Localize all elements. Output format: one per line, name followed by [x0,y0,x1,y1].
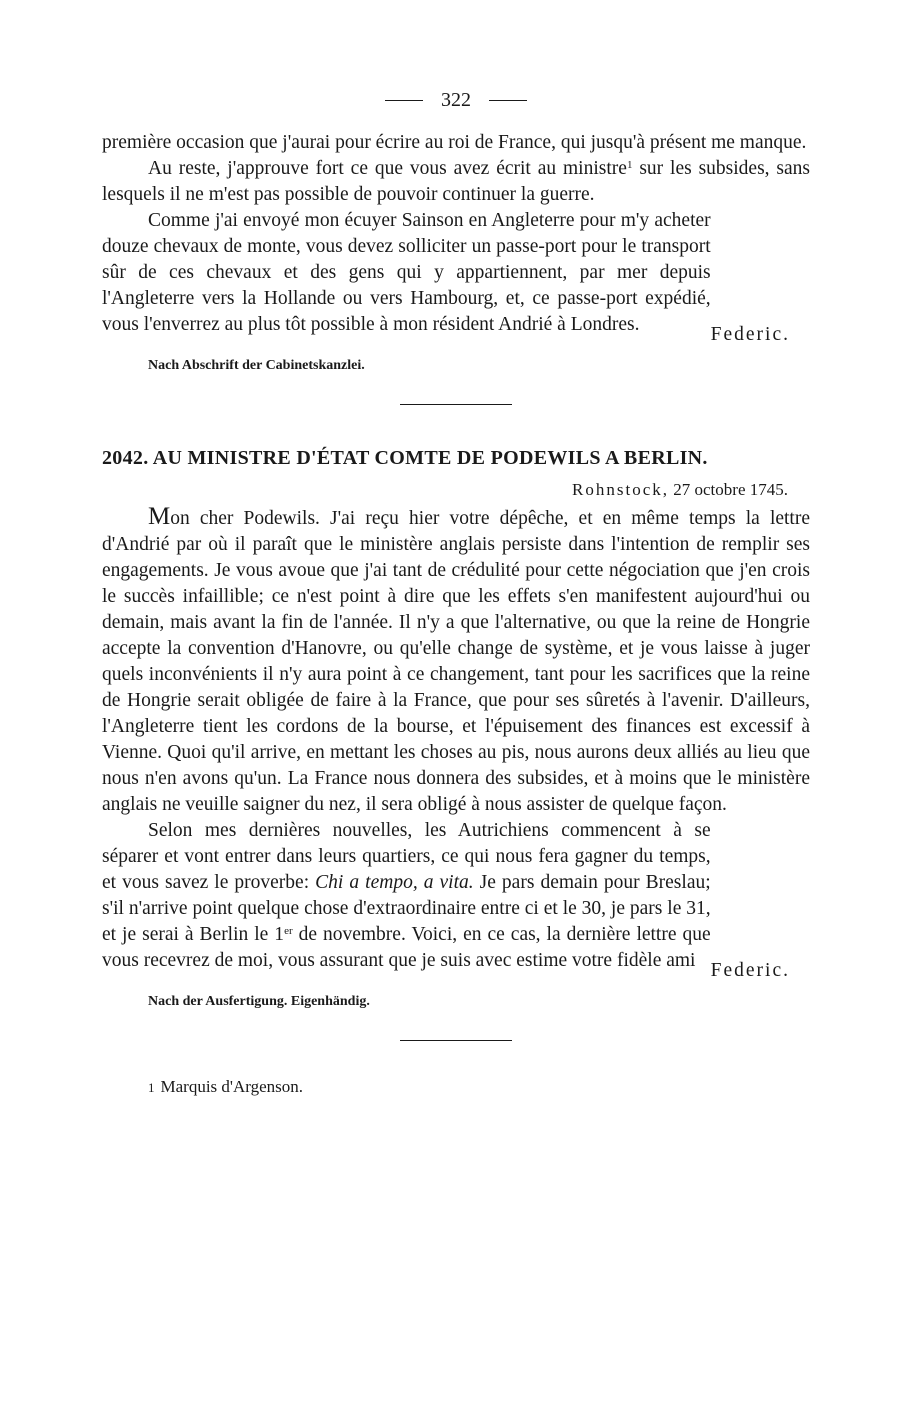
dateline [102,480,810,500]
paragraph-subsidies [102,156,810,208]
ordinal-superscript: er [284,925,293,937]
page [102,86,810,1097]
letter2-paragraph-2-text-b: Je pars demain pour Breslau; s'il n'arrive point quelque chose d'extraordinaire entre ci et le 30, je pars le 31, et je serai à Berlin le 1 [102,872,711,945]
footnote [148,1077,810,1097]
letter2-closing [102,818,810,981]
footnote-mark: 1 [148,1080,155,1095]
drop-cap: M [148,503,171,530]
dateline-place: Rohnstock, [572,480,670,499]
footnote-reference: 1 [626,159,633,171]
signature-federic-1: Federic. [710,324,790,345]
letter2-paragraph-2-text-c: de novembre. Voici, en ce cas, la dernière lettre que vous recevrez de moi, vous assurant que je suis avec estime votre fidèle ami [102,924,711,971]
page-number: 322 [441,88,471,111]
source-note-1: Nach Abschrift der Cabinetskanzlei. [148,358,365,373]
signature-federic-2: Federic. [710,960,790,981]
letter2-paragraph-2-text-a: Selon mes dernières nouvelles, les Autrichiens commencent à se séparer et vont entrer dans leurs quartiers, ce qui nous fera gagner du temps, et vous savez le proverbe: [102,820,711,893]
letter2-paragraph-2 [102,818,711,974]
source-note-2: Nach der Ausfertigung. Eigenhändig. [148,994,370,1009]
dateline-date: 27 octobre 1745. [673,480,788,499]
letter-heading: 2042. AU MINISTRE D'ÉTAT COMTE DE PODEWILS A BERLIN. [102,447,708,469]
letter1-closing [102,208,810,345]
letter2-paragraph-1 [102,504,810,818]
header-dash-right [489,100,527,101]
footnote-text: Marquis d'Argenson. [160,1077,304,1096]
header-dash-left [385,100,423,101]
letter2-paragraph-1-text: on cher Podewils. J'ai reçu hier votre dépêche, et en même temps la lettre d'Andrié par où il paraît que le ministère anglais persiste dans l'intention de remplir ses engagements. Je vous avoue que j'ai tant de crédulité pour cette négociation que j'en crois le succès infaillible; ce n'est point à dire que les effets s'en manifestent aujourd'hui ou demain, mais avant la fin de l'année. Il n'y a que l'alternative, ou que la reine de Hongrie accepte la convention d'Hanovre, ou qu'elle change de système, et je vous laisse à juger quels inconvénients il n'y aura point à ce changement, tant pour les sacrifices que la reine de Hongrie serait obligée de faire à la France, que pour ses sûretés à l'avenir. D'ailleurs, l'Angleterre tient les cordons de la bourse, et l'épuisement des finances est excessif à Vienne. Quoi qu'il arrive, en mettant les choses au pis, nous aurons deux alliés au lieu que nous n'en avons qu'un. La France nous donnera des subsides, et à moins que le ministère anglais ne veuille saigner du nez, il sera obligé à nous assister de quelque façon. [102,508,810,815]
page-header [102,86,810,114]
paragraph-continuation: première occasion que j'aurai pour écrire au roi de France, qui jusqu'à présent me manque. [102,132,807,153]
paragraph-subsidies-text-b: sur les subsides, sans lesquels il ne m'est pas possible de pouvoir continuer la guerre. [102,158,810,205]
paragraph-horses: Comme j'ai envoyé mon écuyer Sainson en Angleterre pour m'y acheter douze chevaux de monte, vous devez solliciter un passe-port pour le transport sûr de ces chevaux et des gens qui y appartiennent, par mer depuis l'Angleterre vers la Hollande ou vers Hambourg, et, ce passe-port expédié, vous l'enverrez au plus tôt possible à mon résident Andrié à Londres. [102,210,711,335]
proverb-italic: Chi a tempo, a vita. [315,872,474,893]
paragraph-subsidies-text-a: Au reste, j'approuve fort ce que vous avez écrit au ministre [148,158,627,179]
